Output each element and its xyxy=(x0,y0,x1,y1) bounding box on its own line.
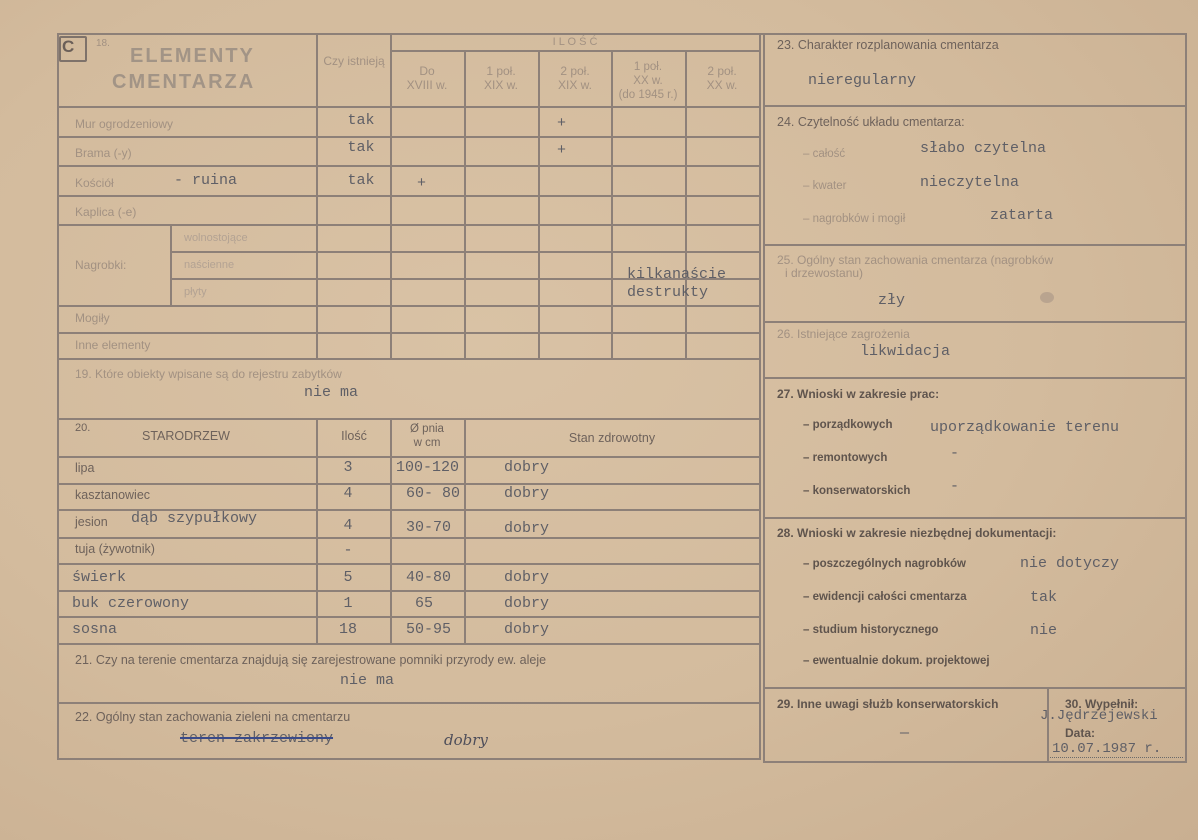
tree-extra: dąb szypułkowy xyxy=(131,510,258,527)
rule xyxy=(464,50,466,358)
section-title: CMENTARZA xyxy=(112,71,256,93)
row-label: Brama (-y) xyxy=(75,146,132,160)
tree-name: tuja (żywotnik) xyxy=(75,542,155,556)
rule xyxy=(57,563,760,565)
rule xyxy=(316,33,318,358)
item-label: – remontowych xyxy=(803,452,888,464)
section-number: 20. xyxy=(75,422,91,434)
rule xyxy=(57,537,760,539)
tree-diameter: 60- 80 xyxy=(406,485,461,502)
tree-name: buk czerowony xyxy=(72,595,190,612)
field-value: likwidacja xyxy=(860,343,951,360)
item-label: – konserwatorskich xyxy=(803,485,911,497)
tree-diameter: 40-80 xyxy=(406,569,452,586)
rule xyxy=(57,758,761,760)
row-label: Inne elementy xyxy=(75,338,151,352)
mark: + xyxy=(557,115,567,132)
rule xyxy=(1185,33,1187,763)
tree-state: dobry xyxy=(504,569,550,586)
section-number: 18. xyxy=(96,38,110,49)
item-value: słabo czytelna xyxy=(920,140,1047,157)
date-value: 10.07.1987 r. xyxy=(1052,741,1162,757)
rule xyxy=(1047,687,1049,761)
column-header: Stan zdrowotny xyxy=(568,431,656,445)
tree-name: kasztanowiec xyxy=(75,488,151,502)
field-label: 28. Wnioski w zakresie niezbędnej dokumentacji: xyxy=(777,526,1057,540)
field-label: 25. Ogólny stan zachowania cmentarza (nagrobków xyxy=(777,253,1054,267)
tree-name: jesion xyxy=(75,515,108,529)
tree-state: dobry xyxy=(504,485,550,502)
field-value: nieregularny xyxy=(808,72,917,89)
field-label: 21. Czy na terenie cmentarza znajdują się zarejestrowane pomniki przyrody ew. aleje xyxy=(75,653,547,667)
row-label: Nagrobki: xyxy=(75,258,127,272)
item-value: - xyxy=(950,478,960,495)
rule xyxy=(57,33,1185,35)
filler-name: J.Jędrzejewski xyxy=(1040,708,1158,724)
rule xyxy=(763,244,1187,246)
tree-count: 18 xyxy=(338,621,357,638)
field-label: 27. Wnioski w zakresie prac: xyxy=(777,387,940,401)
date-underline xyxy=(1050,757,1183,758)
item-value: - xyxy=(950,445,960,462)
tree-state: dobry xyxy=(504,595,550,612)
tree-diameter: 100-120 xyxy=(396,459,460,476)
field-value: zły xyxy=(878,292,906,309)
row-label: Kościół xyxy=(75,176,114,190)
rule xyxy=(763,377,1187,379)
item-value: tak xyxy=(1030,589,1058,606)
item-label: – ewentualnie dokum. projektowej xyxy=(803,655,990,667)
column-header: Czy istnieją xyxy=(323,54,385,68)
row-label: Mur ogrodzeniowy xyxy=(75,117,174,131)
field-label: 30. Wypełnił: xyxy=(1065,697,1139,711)
period-header: 1 poł. XIX w. xyxy=(483,64,518,92)
tree-count: 3 xyxy=(343,459,353,476)
rule xyxy=(763,687,1187,689)
rule xyxy=(57,224,760,226)
rule xyxy=(57,358,760,360)
rule xyxy=(763,33,765,763)
item-value: nie xyxy=(1030,622,1058,639)
rule xyxy=(57,332,760,334)
field-label: 22. Ogólny stan zachowania zieleni na cmentarzu xyxy=(75,710,351,724)
field-label: 26. Istniejące zagrożenia xyxy=(777,327,910,341)
rule xyxy=(57,305,760,307)
field-label: 23. Charakter rozplanowania cmentarza xyxy=(777,38,999,52)
row-sublabel: płyty xyxy=(184,286,207,298)
row-sublabel: naścienne xyxy=(184,259,235,271)
tree-state: dobry xyxy=(504,459,550,476)
row-label: Kaplica (-e) xyxy=(75,205,137,219)
item-label: – ewidencji całości cmentarza xyxy=(803,591,967,603)
item-label: – poszczególnych nagrobków xyxy=(803,558,966,570)
row-label: Mogiły xyxy=(75,311,110,325)
rule xyxy=(390,418,392,643)
section-title: STARODRZEW xyxy=(142,429,230,443)
field-value: tak xyxy=(347,172,375,189)
tree-count: - xyxy=(343,542,353,559)
struck-value: teren zakrzewiony xyxy=(180,730,334,747)
field-value: kilkanaście xyxy=(627,266,727,283)
rule xyxy=(390,50,760,52)
field-label: Data: xyxy=(1065,726,1096,740)
item-label: – studium historycznego xyxy=(803,624,939,636)
item-value: zatarta xyxy=(990,207,1054,224)
rule xyxy=(57,165,760,167)
handwritten-value: dobry xyxy=(444,731,488,749)
tree-diameter: 65 xyxy=(415,595,434,612)
mark: + xyxy=(557,142,567,159)
item-label: – nagrobków i mogił xyxy=(803,213,906,225)
field-label: 29. Inne uwagi służb konserwatorskich xyxy=(777,697,999,711)
period-header: 2 poł. XIX w. xyxy=(557,64,592,92)
tree-name: świerk xyxy=(72,569,127,586)
rule xyxy=(763,105,1187,107)
rule xyxy=(57,590,760,592)
field-value: — xyxy=(900,725,910,742)
item-value: nieczytelna xyxy=(920,174,1020,191)
column-header: Ilość xyxy=(341,429,367,443)
field-value: nie ma xyxy=(304,384,359,401)
tree-name: lipa xyxy=(75,461,95,475)
field-value: tak xyxy=(347,112,375,129)
rule xyxy=(57,195,760,197)
category-letter: C xyxy=(62,37,75,56)
tree-name: sosna xyxy=(72,621,118,638)
row-sublabel: wolnostojące xyxy=(184,232,248,244)
period-header: 1 poł. XX w. (do 1945 r.) xyxy=(618,61,678,101)
field-value: tak xyxy=(347,139,375,156)
field-label: i drzewostanu) xyxy=(785,266,864,280)
tree-state: dobry xyxy=(504,520,550,537)
item-value: uporządkowanie terenu xyxy=(930,419,1120,436)
item-value: nie dotyczy xyxy=(1020,555,1120,572)
field-label: 24. Czytelność układu cmentarza: xyxy=(777,115,965,129)
item-label: – całość xyxy=(803,148,846,160)
column-header: I L O Ś Ć xyxy=(552,36,598,48)
rule xyxy=(759,33,761,760)
period-header: Do XVIII w. xyxy=(406,64,448,92)
tree-count: 4 xyxy=(343,517,353,534)
item-label: – porządkowych xyxy=(803,419,893,431)
rule xyxy=(170,224,172,305)
rule xyxy=(57,106,760,108)
period-header: 2 poł. XX w. xyxy=(706,64,738,92)
rule xyxy=(57,456,760,458)
column-header: Ø pnia w cm xyxy=(410,423,444,449)
tree-count: 5 xyxy=(343,569,353,586)
rule xyxy=(57,33,59,760)
rule xyxy=(57,643,760,645)
field-value: destrukty xyxy=(627,284,709,301)
rule xyxy=(57,702,760,704)
rule xyxy=(57,136,760,138)
rule xyxy=(538,50,540,358)
tree-diameter: 30-70 xyxy=(406,519,452,536)
rule xyxy=(57,418,760,420)
rule xyxy=(57,616,760,618)
tree-count: 4 xyxy=(343,485,353,502)
tree-diameter: 50-95 xyxy=(406,621,452,638)
tree-state: dobry xyxy=(504,621,550,638)
field-label: 19. Które obiekty wpisane są do rejestru zabytków xyxy=(75,367,342,381)
rule xyxy=(464,418,466,643)
mark: + xyxy=(417,175,427,192)
field-value: nie ma xyxy=(340,672,395,689)
paper-spot xyxy=(1040,292,1054,303)
rule xyxy=(763,761,1187,763)
rule xyxy=(763,517,1187,519)
rule xyxy=(685,50,687,358)
field-value: - ruina xyxy=(174,172,238,189)
section-title: ELEMENTY xyxy=(130,45,255,67)
item-label: – kwater xyxy=(803,180,847,192)
rule xyxy=(763,321,1187,323)
tree-count: 1 xyxy=(343,595,353,612)
